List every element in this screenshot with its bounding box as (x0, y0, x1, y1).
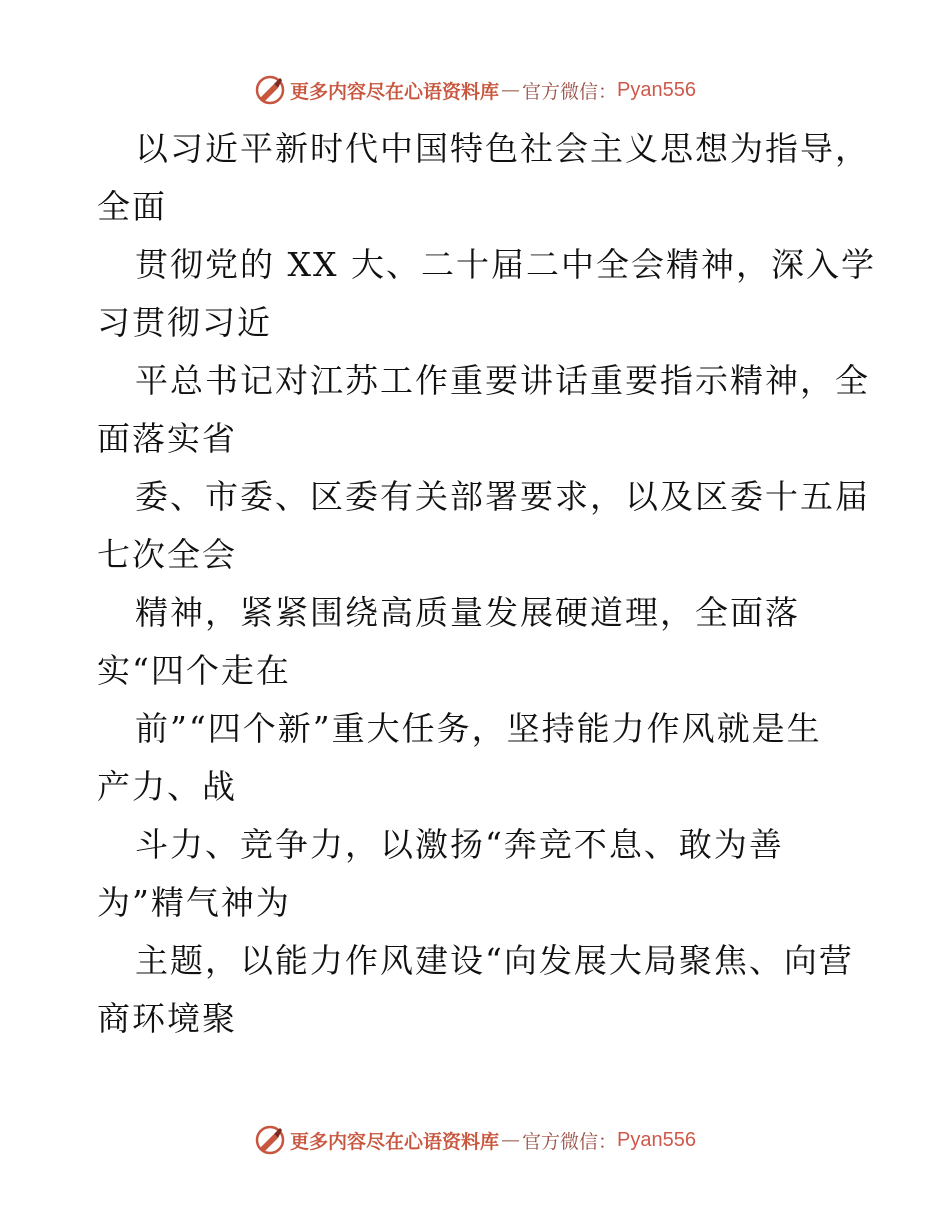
text-line: 前”“四个新”重大任务，坚持能力作风就是生 (135, 709, 822, 748)
text-line: 商环境聚 (97, 999, 237, 1038)
header-watermark (0, 70, 950, 110)
text-line: 主题，以能力作风建设“向发展大局聚焦、向营 (135, 941, 854, 980)
text-line: 实“四个走在 (97, 651, 291, 690)
text-line: 以习近平新时代中国特色社会主义思想为指导， (135, 129, 870, 168)
pen-logo-icon (254, 74, 286, 106)
watermark-separator: — (501, 1129, 521, 1151)
text-line: 精神，紧紧围绕高质量发展硬道理，全面落 (135, 593, 800, 632)
text-line: 贯彻党的 XX 大、二十届二中全会精神，深入学 (135, 245, 876, 284)
watermark-site-name: 更多内容尽在心语资料库 (290, 80, 500, 103)
watermark-site-name: 更多内容尽在心语资料库 (290, 1130, 500, 1153)
text-line: 产力、战 (97, 767, 237, 806)
watermark-wechat-id: Pyan556 (617, 1128, 696, 1151)
text-line: 七次全会 (97, 535, 237, 574)
document-body (97, 120, 876, 1048)
text-line: 平总书记对江苏工作重要讲话重要指示精神，全 (135, 361, 870, 400)
watermark-wechat-id: Pyan556 (617, 78, 696, 101)
watermark-wechat-label: 官方微信： (522, 80, 618, 103)
text-line: 全面 (97, 187, 167, 226)
watermark-separator: — (501, 79, 521, 101)
text-line: 斗力、竞争力，以激扬“奔竞不息、敢为善 (135, 825, 784, 864)
watermark-wechat-label: 官方微信： (522, 1130, 618, 1153)
pen-logo-icon (254, 1124, 286, 1156)
text-line: 习贯彻习近 (97, 303, 272, 342)
text-line: 面落实省 (97, 419, 237, 458)
footer-watermark (0, 1120, 950, 1160)
text-line: 委、市委、区委有关部署要求，以及区委十五届 (135, 477, 870, 516)
text-line: 为”精气神为 (97, 883, 291, 922)
